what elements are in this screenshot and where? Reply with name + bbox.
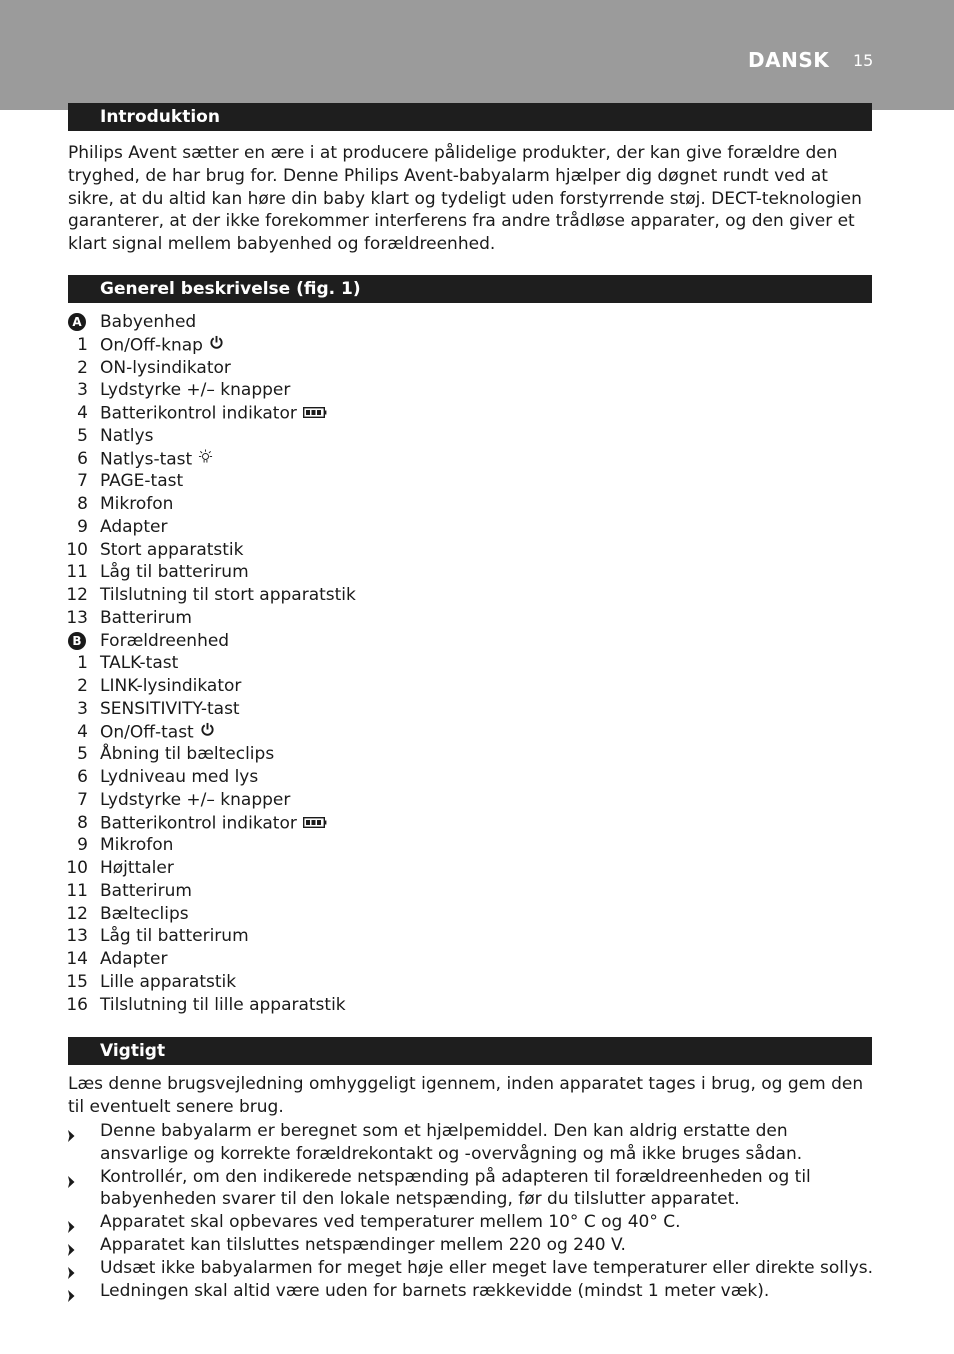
item-label: LINK-lysindikator: [100, 676, 242, 696]
bullet-item: [0, 1280, 954, 1303]
bullet-item: [0, 1211, 954, 1234]
item-number: 4: [77, 403, 88, 423]
item-number: 2: [77, 676, 88, 696]
intro-paragraph: Philips Avent sætter en ære i at producere pålidelige produkter, der kan give forældre den tryghed, de har brug for. Denne Philips Avent-babyalarm hjælper dig døgnet rundt ved at sikre, at du altid kan høre din baby klart og tydeligt uden forstyrrende støj. DECT-teknologien garanterer, at der ikke forekommer interferens fra andre trådløse apparater, og den giver et klart signal mellem babyenhed og forældreenhed.: [68, 143, 862, 255]
item-number: 1: [77, 653, 88, 674]
item-number: 9: [77, 835, 88, 856]
item-label: Adapter: [100, 949, 168, 969]
item-label: TALK-tast: [100, 653, 179, 674]
list-item: [0, 425, 954, 448]
list-item: [0, 652, 954, 675]
list-item: [0, 379, 954, 402]
item-number: 11: [66, 880, 88, 901]
item-number: 10: [66, 858, 88, 878]
bullet-text: Denne babyalarm er beregnet som et hjælpemiddel. Den kan aldrig erstatte den ansvarlige og korrekte forældrekontakt og -overvågning og må ikke bruges sådan.: [100, 1121, 803, 1164]
group-label: Forældreenhed: [100, 630, 230, 651]
bullet-text: Ledningen skal altid være uden for barnets rækkevidde (mindst 1 meter væk).: [100, 1280, 770, 1301]
list-item: [0, 402, 954, 425]
item-label: PAGE-tast: [100, 471, 184, 492]
item-number: 3: [77, 380, 88, 401]
item-number: 2: [77, 357, 88, 378]
list-item: [0, 857, 954, 880]
item-label: Låg til batterirum: [100, 562, 249, 583]
list-item: [0, 812, 954, 835]
list-item: [0, 448, 954, 471]
item-number: 1: [77, 334, 88, 355]
bullet-text: Apparatet skal opbevares ved temperaturer mellem 10° C og 40° C.: [100, 1212, 681, 1233]
list-item: [0, 766, 954, 789]
list-item: [0, 675, 954, 698]
item-number: 8: [77, 812, 88, 833]
group-letter-badge: A: [68, 313, 86, 331]
item-label: Batterikontrol indikator: [100, 402, 327, 425]
item-label: On/Off-tast: [100, 721, 215, 744]
list-item: [0, 971, 954, 994]
group-label: Babyenhed: [100, 312, 197, 332]
section-title-important: Vigtigt: [68, 1037, 872, 1065]
list-item: [0, 834, 954, 857]
item-label: Batterirum: [100, 880, 192, 901]
battery-icon: [303, 812, 327, 835]
item-label: Natlys: [100, 425, 154, 446]
list-item: [0, 903, 954, 926]
item-number: 9: [77, 516, 88, 537]
bullet-item: [0, 1257, 954, 1280]
item-number: 7: [77, 471, 88, 492]
group-letter-badge: B: [68, 632, 86, 650]
bullet-item: [0, 1120, 954, 1166]
item-number: 3: [77, 698, 88, 719]
item-label: Lydstyrke +/– knapper: [100, 380, 291, 401]
item-number: 15: [66, 971, 88, 992]
parts-list: [0, 311, 954, 1016]
item-number: 5: [77, 425, 88, 446]
power-icon: [209, 334, 224, 357]
bullet-item: [0, 1166, 954, 1212]
page-number: 15: [853, 51, 874, 70]
item-label: Mikrofon: [100, 494, 174, 514]
list-item: [0, 607, 954, 630]
bullet-arrow-icon: [68, 1240, 75, 1252]
item-label: SENSITIVITY-tast: [100, 698, 240, 719]
list-item: [0, 880, 954, 903]
nightlight-icon: [198, 448, 213, 471]
item-number: 12: [66, 903, 88, 924]
item-number: 12: [66, 585, 88, 605]
bullet-arrow-icon: [68, 1217, 75, 1229]
item-label: ON-lysindikator: [100, 357, 231, 378]
item-number: 16: [66, 994, 88, 1015]
item-label: Lydstyrke +/– knapper: [100, 789, 291, 810]
item-number: 5: [77, 744, 88, 765]
group-header-b: [0, 630, 954, 653]
bullet-item: [0, 1234, 954, 1257]
list-item: [0, 698, 954, 721]
item-label: Tilslutning til lille apparatstik: [100, 994, 346, 1015]
item-number: 6: [77, 767, 88, 787]
item-label: Låg til batterirum: [100, 926, 249, 947]
item-number: 13: [66, 926, 88, 947]
item-label: Bælteclips: [100, 903, 189, 924]
bullet-arrow-icon: [68, 1263, 75, 1275]
list-item: [0, 789, 954, 812]
item-number: 11: [66, 562, 88, 583]
list-item: [0, 493, 954, 516]
item-number: 7: [77, 789, 88, 810]
bullet-text: Udsæt ikke babyalarmen for meget høje eller meget lave temperaturer eller direkte sollys.: [100, 1257, 874, 1278]
list-item: [0, 539, 954, 562]
list-item: [0, 743, 954, 766]
important-intro: Læs denne brugsvejledning omhyggeligt igennem, inden apparatet tages i brug, og gem den til eventuelt senere brug.: [68, 1074, 864, 1117]
item-number: 10: [66, 539, 88, 560]
group-header-a: [0, 311, 954, 334]
bullet-text: Apparatet kan tilsluttes netspændinger mellem 220 og 240 V.: [100, 1234, 626, 1255]
bullet-arrow-icon: [68, 1286, 75, 1298]
item-number: 8: [77, 494, 88, 514]
list-item: [0, 925, 954, 948]
item-label: Adapter: [100, 516, 168, 537]
item-label: Batterikontrol indikator: [100, 812, 327, 835]
item-label: Batterirum: [100, 607, 192, 628]
list-item: [0, 584, 954, 607]
item-label: On/Off-knap: [100, 334, 224, 357]
item-label: Tilslutning til stort apparatstik: [100, 585, 356, 605]
list-item: [0, 334, 954, 357]
item-label: Højttaler: [100, 858, 174, 878]
important-bullet-list: [0, 1120, 954, 1302]
list-item: [0, 357, 954, 380]
section-title-intro: Introduktion: [68, 103, 872, 131]
item-label: Lydniveau med lys: [100, 767, 259, 787]
battery-icon: [303, 402, 327, 425]
list-item: [0, 948, 954, 971]
item-number: 4: [77, 721, 88, 742]
bullet-arrow-icon: [68, 1126, 75, 1138]
list-item: [0, 994, 954, 1017]
list-item: [0, 561, 954, 584]
item-number: 13: [66, 607, 88, 628]
item-label: Stort apparatstik: [100, 539, 244, 560]
list-item: [0, 516, 954, 539]
bullet-text: Kontrollér, om den indikerede netspænding på adapteren til forældreenheden og til babyenheden svarer til den lokale netspænding, før du tilslutter apparatet.: [100, 1166, 811, 1210]
bullet-arrow-icon: [68, 1172, 75, 1184]
item-label: Lille apparatstik: [100, 971, 237, 992]
header-language: DANSK: [748, 48, 830, 72]
list-item: [0, 470, 954, 493]
item-label: Natlys-tast: [100, 448, 213, 471]
item-number: 6: [77, 448, 88, 469]
item-label: Mikrofon: [100, 835, 174, 856]
list-item: [0, 721, 954, 744]
item-number: 14: [66, 949, 88, 969]
power-icon: [200, 721, 215, 744]
item-label: Åbning til bælteclips: [100, 744, 275, 765]
section-title-general: Generel beskrivelse (fig. 1): [68, 275, 872, 303]
